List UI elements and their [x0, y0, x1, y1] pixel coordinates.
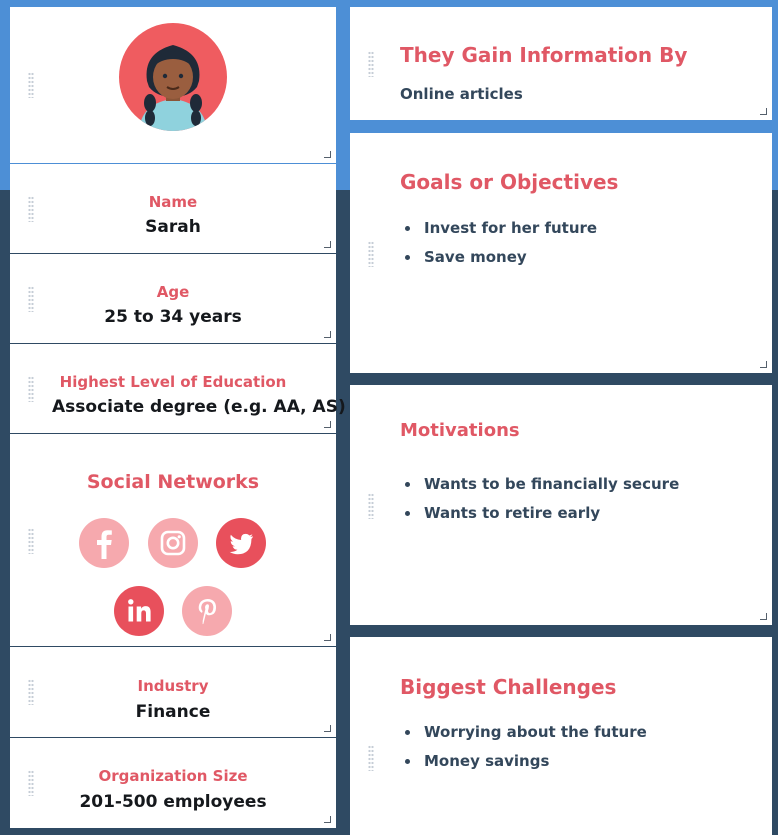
resize-handle-icon[interactable]	[324, 634, 331, 641]
twitter-icon[interactable]	[216, 518, 266, 568]
linkedin-icon[interactable]	[114, 586, 164, 636]
challenges-list	[402, 719, 647, 777]
drag-handle-icon[interactable]	[368, 493, 374, 519]
goals-title: Goals or Objectives	[400, 170, 619, 194]
drag-handle-icon[interactable]	[368, 241, 374, 267]
challenges-card[interactable]	[350, 637, 772, 835]
motivations-title: Motivations	[400, 420, 520, 441]
organization-size-card[interactable]	[10, 738, 336, 828]
goals-list	[402, 215, 597, 273]
age-card[interactable]	[10, 254, 336, 343]
list-item: Wants to be financially secure	[402, 471, 679, 500]
avatar	[119, 23, 227, 131]
drag-handle-icon[interactable]	[368, 51, 374, 77]
avatar-card[interactable]	[10, 7, 336, 163]
resize-handle-icon[interactable]	[760, 361, 767, 368]
industry-label: Industry	[137, 677, 209, 695]
instagram-icon[interactable]	[148, 518, 198, 568]
name-card[interactable]	[10, 164, 336, 253]
organization-size-value: 201-500 employees	[79, 792, 267, 812]
resize-handle-icon[interactable]	[324, 725, 331, 732]
list-item: Wants to retire early	[402, 500, 679, 529]
drag-handle-icon[interactable]	[28, 72, 34, 98]
education-label: Highest Level of Education	[59, 373, 287, 391]
name-value: Sarah	[145, 217, 201, 237]
motivations-list	[402, 471, 679, 529]
education-card[interactable]	[10, 344, 346, 433]
information-card[interactable]	[350, 7, 772, 120]
resize-handle-icon[interactable]	[324, 421, 331, 428]
resize-handle-icon[interactable]	[324, 241, 331, 248]
resize-handle-icon[interactable]	[324, 151, 331, 158]
drag-handle-icon[interactable]	[368, 745, 374, 771]
resize-handle-icon[interactable]	[760, 613, 767, 620]
information-text: Online articles	[400, 85, 523, 103]
challenges-title: Biggest Challenges	[400, 675, 617, 699]
age-label: Age	[156, 283, 190, 301]
industry-card[interactable]	[10, 647, 336, 737]
goals-card[interactable]	[350, 133, 772, 373]
organization-size-label: Organization Size	[98, 767, 248, 785]
information-title: They Gain Information By	[400, 43, 688, 67]
resize-handle-icon[interactable]	[760, 108, 767, 115]
facebook-icon[interactable]	[79, 518, 129, 568]
social-networks-title: Social Networks	[86, 471, 260, 493]
education-value: Associate degree (e.g. AA, AS)	[52, 397, 346, 417]
industry-value: Finance	[135, 702, 211, 722]
list-item: Money savings	[402, 748, 647, 777]
resize-handle-icon[interactable]	[324, 331, 331, 338]
name-label: Name	[148, 193, 198, 211]
drag-handle-icon[interactable]	[28, 528, 34, 554]
resize-handle-icon[interactable]	[324, 816, 331, 823]
list-item: Invest for her future	[402, 215, 597, 244]
age-value: 25 to 34 years	[104, 307, 242, 327]
social-networks-card[interactable]	[10, 434, 336, 646]
pinterest-icon[interactable]	[182, 586, 232, 636]
motivations-card[interactable]	[350, 385, 772, 625]
list-item: Worrying about the future	[402, 719, 647, 748]
list-item: Save money	[402, 244, 597, 273]
